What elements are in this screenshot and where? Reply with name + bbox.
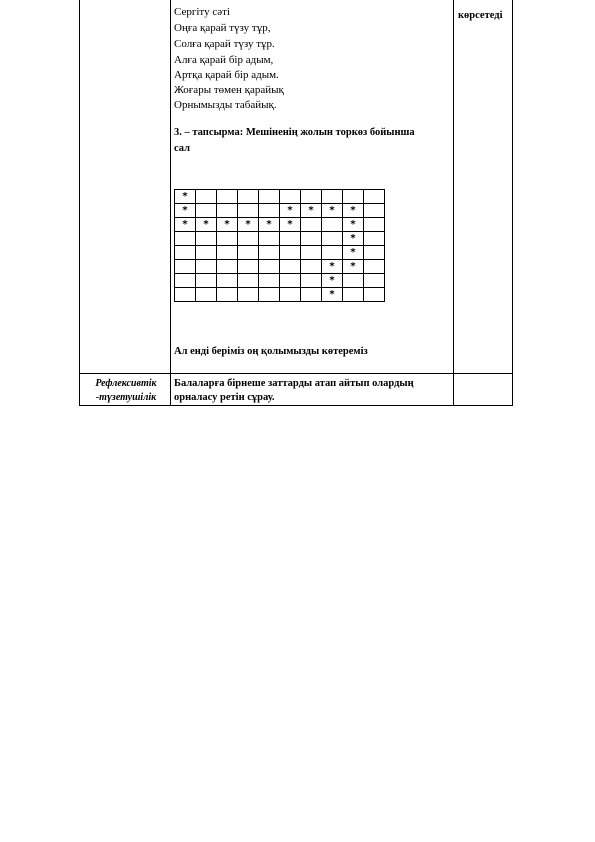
- grid-cell: [259, 232, 280, 246]
- reflection-text: Балаларға бірнеше заттарды атап айтып олардың: [174, 378, 414, 389]
- table-border-col1: [170, 0, 171, 406]
- grid-cell: [364, 288, 385, 302]
- grid-cell: [343, 288, 364, 302]
- grid-cell: [322, 190, 343, 204]
- poem-line: Солға қарай түзу тұр.: [174, 38, 275, 50]
- dot-grid: [174, 189, 385, 302]
- grid-cell: [343, 274, 364, 288]
- grid-cell: [217, 190, 238, 204]
- grid-cell-star: *: [343, 246, 364, 260]
- grid-cell: [196, 190, 217, 204]
- grid-cell: [196, 246, 217, 260]
- grid-cell-star: *: [175, 204, 196, 218]
- grid-cell: [196, 260, 217, 274]
- grid-cell: [301, 218, 322, 232]
- grid-cell: [259, 288, 280, 302]
- grid-cell: [280, 190, 301, 204]
- grid-cell: [238, 246, 259, 260]
- grid-cell-star: *: [196, 218, 217, 232]
- grid-cell: [364, 204, 385, 218]
- grid-cell: [259, 190, 280, 204]
- grid-row: [175, 204, 385, 218]
- grid-cell: [364, 218, 385, 232]
- grid-cell-star: *: [343, 218, 364, 232]
- grid-cell: [301, 246, 322, 260]
- grid-cell-star: *: [343, 232, 364, 246]
- grid-cell: [259, 246, 280, 260]
- table-border-bottom: [79, 405, 513, 406]
- grid-cell-star: *: [322, 204, 343, 218]
- right-column-text: көрсетеді: [458, 10, 503, 21]
- poem-line: Артқа қарай бір адым.: [174, 69, 279, 81]
- table-border-left: [79, 0, 80, 406]
- grid-cell: [259, 274, 280, 288]
- grid-cell-star: *: [343, 260, 364, 274]
- grid-cell-star: *: [217, 218, 238, 232]
- grid-cell-star: *: [259, 218, 280, 232]
- grid-cell-star: *: [343, 204, 364, 218]
- task-heading: 3. – тапсырма: Мешіненің жолын торкөз бойынша: [174, 127, 415, 138]
- grid-cell: [238, 232, 259, 246]
- grid-cell: [259, 260, 280, 274]
- grid-cell: [196, 274, 217, 288]
- grid-row: [175, 218, 385, 232]
- grid-cell: [196, 204, 217, 218]
- grid-cell: [175, 246, 196, 260]
- grid-cell: [238, 260, 259, 274]
- grid-cell-star: *: [301, 204, 322, 218]
- reflection-label-line1: Рефлексивтік: [95, 378, 157, 389]
- grid-cell: [238, 190, 259, 204]
- grid-cell-star: *: [322, 260, 343, 274]
- grid-cell: [280, 288, 301, 302]
- poem-line: Орнымызды табайық.: [174, 99, 277, 111]
- grid-cell: [301, 190, 322, 204]
- poem-line: Оңға қарай түзу тұр,: [174, 22, 271, 34]
- closing-instruction: Ал енді берімiз оң қолымызды көтереміз: [174, 346, 368, 357]
- grid-cell: [217, 246, 238, 260]
- grid-row: [175, 232, 385, 246]
- grid-cell-star: *: [322, 274, 343, 288]
- grid-cell: [280, 246, 301, 260]
- grid-cell: [301, 274, 322, 288]
- grid-cell: [196, 232, 217, 246]
- grid-cell: [175, 274, 196, 288]
- grid-cell: [301, 232, 322, 246]
- grid-cell: [238, 204, 259, 218]
- grid-cell-star: *: [238, 218, 259, 232]
- grid-cell: [175, 288, 196, 302]
- grid-row: [175, 260, 385, 274]
- grid-cell: [217, 288, 238, 302]
- reflection-text-cont: орналасу ретін сұрау.: [174, 392, 275, 403]
- poem-line: Алға қарай бір адым,: [174, 54, 274, 66]
- reflection-label: [82, 377, 170, 405]
- task-heading-cont: сал: [174, 143, 191, 154]
- grid-row: [175, 288, 385, 302]
- grid-cell: [217, 204, 238, 218]
- grid-cell: [364, 232, 385, 246]
- grid-cell: [343, 190, 364, 204]
- grid-cell: [322, 246, 343, 260]
- table-border-right: [512, 0, 513, 406]
- table-border-col2: [453, 0, 454, 406]
- grid-cell: [280, 232, 301, 246]
- grid-cell: [364, 260, 385, 274]
- grid-cell: [364, 246, 385, 260]
- grid-cell: [175, 232, 196, 246]
- grid-cell: [364, 190, 385, 204]
- grid-row: [175, 190, 385, 204]
- grid-cell: [217, 274, 238, 288]
- grid-row: [175, 246, 385, 260]
- grid-cell-star: *: [175, 218, 196, 232]
- grid-cell: [301, 288, 322, 302]
- grid-cell: [217, 232, 238, 246]
- grid-cell-star: *: [280, 218, 301, 232]
- grid-cell: [175, 260, 196, 274]
- poem-line: Жоғары төмен қарайық: [174, 84, 284, 96]
- grid-cell: [196, 288, 217, 302]
- reflection-label-line2: -түзетушілік: [95, 392, 157, 403]
- grid-cell: [280, 260, 301, 274]
- grid-cell: [238, 274, 259, 288]
- grid-cell: [301, 260, 322, 274]
- grid-cell-star: *: [280, 204, 301, 218]
- table-row-divider: [79, 373, 513, 374]
- grid-cell: [280, 274, 301, 288]
- grid-cell-star: *: [175, 190, 196, 204]
- grid-row: [175, 274, 385, 288]
- grid-cell: [217, 260, 238, 274]
- grid-cell: [322, 218, 343, 232]
- grid-cell-star: *: [322, 288, 343, 302]
- grid-cell: [322, 232, 343, 246]
- grid-cell: [238, 288, 259, 302]
- poem-title: Сергіту сәті: [174, 6, 230, 18]
- grid-cell: [364, 274, 385, 288]
- grid-cell: [259, 204, 280, 218]
